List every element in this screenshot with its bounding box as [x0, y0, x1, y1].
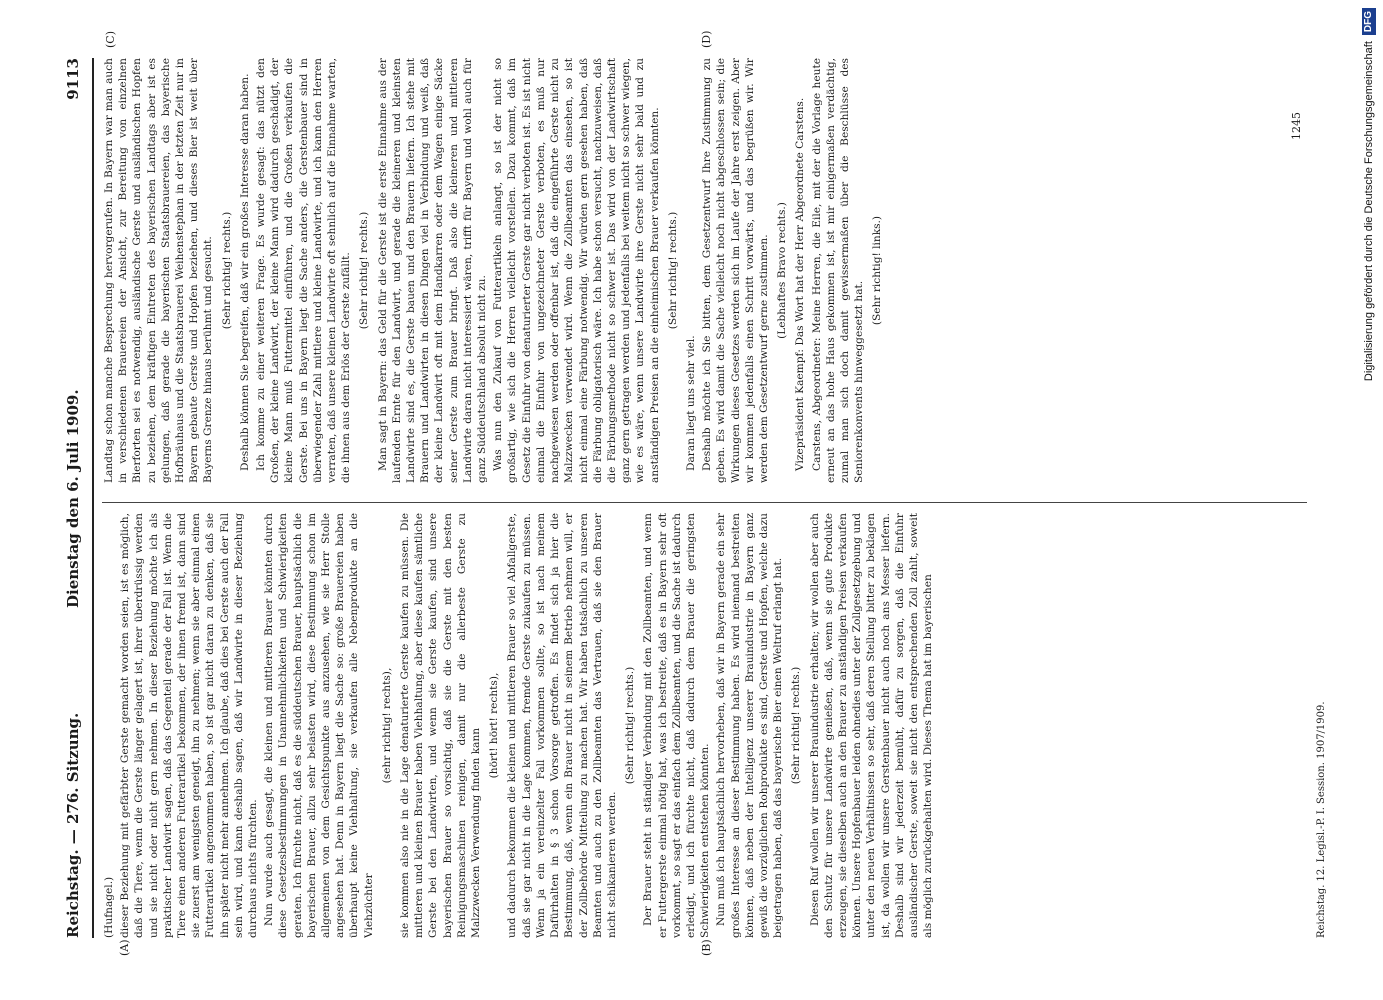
interjection: (Lebhaftes Bravo rechts.): [776, 202, 789, 339]
interjection: (sehr richtig! rechts),: [380, 667, 393, 784]
interjection: (hört! hört! rechts),: [488, 672, 501, 779]
paragraph: Deshalb möchte ich Sie bitten, dem Gesetzentwurf Ihre Zustimmung zu geben. Es wird damit die Sache vielleicht noch nicht abgeschlossen sein; die Wirkungen dieses Gesetzes werden sich im Laufe der Jahre erst zeigen. Aber wir kommen jedenfalls einen Schritt vorwärts, und das begrüßen wir. Wir werden dem Gesetzentwurf gerne zustimmen.: [701, 58, 770, 483]
paragraph: Nun muß ich hauptsächlich hervorheben, daß wir in Bayern gerade ein sehr großes Interesse an dieser Bestimmung haben. Es wird niemand bestreiten können, daß neben der Intelligenz unserer Brauindustrie in Bayern ganz gewiß die vorzüglichen Rohprodukte es sind, Gerste und Hopfen, welche dazu beigetragen haben, daß das bayerische Bier einen Weltruf erlangt hat.: [715, 513, 785, 938]
paragraph: dieser Beziehung mit gefärbter Gerste gemacht worden seien, ist es möglich, daß die Tiere, wenn die Gerste länger gelagert ist, ihrer überdrüssig werden und sie nicht oder nicht gern nehmen. In dieser Beziehung möchte ich als praktischer Landwirt sagen, daß das Gegenteil gerade der Fall ist. Wenn die Tiere einen anderen Futterartikel bekommen, der ihnen fremd ist, dann sind sie zuerst am wenigsten geneigt, ihn zu nehmen; wenn sie aber einmal einen Futterartikel angenommen haben, so ist gar nicht daran zu denken, daß sie ihn später nicht mehr annehmen. Ich glaube, daß dies bei Gerste auch der Fall sein wird, und kann deshalb sagen, daß wir Landwirte in dieser Beziehung durchaus nichts fürchten.: [119, 513, 260, 938]
header-page-number: 9113: [64, 58, 82, 100]
digitization-credit: [1360, 8, 1378, 992]
left-text-column: [102, 513, 1312, 938]
header-rule: [92, 58, 94, 938]
paragraph: Ich komme zu einer weiteren Frage. Es wurde gesagt: das nützt den Großen, der kleine Landwirt, der kleine Mann wird dadurch geschädigt, der kleine Mann muß Futtermittel einführen, und die Großen verkaufen die Gerste. Bei uns in Bayern liegt die Sache anders, die Gerstenbauer sind in überwiegender Zahl mittlere und kleine Landwirte, und ich kann den Herren verraten, daß unsere kleinen Landwirte oft sehnlich auf die Einnahme warten, die ihnen aus dem Erlös der Gerste zufällt.: [255, 58, 353, 483]
paragraph: Der Brauer steht in ständiger Verbindung mit den Zollbeamten, und wenn er Futtergerste einmal nötig hat, was ich bestreite, daß es in Bayern sehr oft vorkommt, so sagt er das einfach dem Zollbeamten, und die Sache ist dadurch erledigt, und ich fürchte nicht, daß dadurch dem Brauer die geringsten Schwierigkeiten entstehen könnten.: [642, 513, 712, 938]
paragraph: sie kommen also nie in die Lage denaturierte Gerste kaufen zu müssen. Die mittleren und kleinen Brauer haben Viehhaltung, aber diese kaufen sämtliche Gerste bei den Landwirten, und wenn sie Gerste kaufen, sind unsere bayerischen Brauer so vorsichtig, daß sie die Gerste mit den besten Reinigungsmaschinen reinigen, damit nur die allerbeste Gerste zu Malzzwecken Verwendung finden kann: [399, 513, 483, 938]
paragraph: und dadurch bekommen die kleinen und mittleren Brauer so viel Abfallgerste, daß sie gar nicht in die Lage kommen, fremde Gerste zukaufen zu müssen. Wenn ja ein vereinzelter Fall vorkommen sollte, so ist nach meinem Dafürhalten in § 3 schon Vorsorge getroffen. Es findet sich ja hier die Bestimmung, daß, wenn ein Brauer nicht in seinem Betrieb nehmen will, er der Zollbehörde Mitteilung zu machen hat. Wir haben tatsächlich zu unseren Beamten und auch zu den Zollbeamten das Vertrauen, daß sie den Brauer nicht schikanieren werden.: [506, 513, 618, 938]
paragraph: Landtag schon manche Besprechung hervorgerufen. In Bayern war man auch in verschiedenen Brauereien der Ansicht, zur Bereitung von einzelnen Bierforten sei es notwendig, ausländische Gerste und ausländischen Hopfen zu beziehen, dem kräftigen Eintreten des bayerischen Landtags aber ist es gelungen, daß gerade die bayerischen Staatsbrauereien, das bayerische Hofbräuhaus und die Staatsbrauerei Weihenstephan in der letzten Zeit nur in Bayern gebaute Gerste und Hopfen beziehen, und dieses Bier ist weit über Bayerns Grenze hinaus berühmt und gesucht.: [103, 58, 215, 483]
paragraph: Deshalb können Sie begreifen, daß wir ein großes Interesse daran haben.: [238, 73, 251, 471]
page-header: [64, 58, 90, 938]
interjection: (Sehr richtig! rechts.): [790, 666, 803, 785]
paragraph: Vizepräsident Kaempf: Das Wort hat der Herr Abgeordnete Carstens.: [794, 97, 807, 471]
margin-mark-c: (C): [104, 31, 117, 48]
dfg-logo: DFG: [1362, 8, 1376, 35]
paragraph: Daran liegt uns sehr viel.: [684, 335, 697, 471]
paragraph: Diesen Ruf wollen wir unserer Brauindustrie erhalten; wir wollen aber auch den Schutz für unsere Landwirte genießen, daß, wenn sie gute Produkte erzeugen, sie dieselben auch an den Brauer zu anständigen Preisen verkaufen können. Unsere Hopfenbauer leiden ohnedies unter der Zollgesetzgebung und unter den neuen Verhältnissen so sehr, daß deren Stellung bitter zu beklagen ist, da wollen wir unsere Gerstenbauer nicht auch noch ans Messer liefern. Deshalb sind wir jederzeit bemüht, dafür zu sorgen, daß die Einfuhr ausländischer Gerste, soweit sie nicht den entsprechenden Zoll zahlt, soweit als möglich zurückgehalten wird. Dieses Thema hat im bayerischen: [808, 513, 935, 938]
interjection: (Sehr richtig! rechts.): [624, 666, 637, 785]
header-date: Dienstag den 6. Juli 1909.: [64, 389, 82, 608]
right-text-column: [102, 58, 1312, 483]
paragraph: Man sagt in Bayern: das Geld für die Gerste ist die erste Einnahme aus der laufenden Ernte für den Landwirt, und gerade die kleineren und kleinsten Landwirte sind es, die Gerste bauen und den Brauern liefern. Ich stehe mit Brauern und Landwirten in diesen Dingen viel in Verbindung und weiß, daß der kleine Landwirt oft mit dem Handkarren oder dem Wagen einige Säcke seiner Gerste zum Brauer bringt. Daß also die kleineren und mittleren Landwirte daran nicht interessiert wären, trifft für Bayern und wohl auch für ganz Süddeutschland absolut nicht zu.: [376, 58, 489, 483]
footer-signature-number: 1245: [1290, 112, 1303, 140]
column-divider: [102, 502, 1307, 503]
footer-session-info: Reichstag. 12. Legisl.-P. I. Session. 1907/1909.: [1316, 701, 1327, 938]
credit-text: Digitalisierung gefördert durch die Deutsche Forschungsgemeinschaft: [1363, 41, 1375, 382]
interjection: (Sehr richtig! links.): [871, 215, 884, 326]
header-session: Reichstag. — 276. Sitzung.: [64, 712, 82, 938]
speaker-name: (Hufnagel.): [103, 876, 115, 938]
paragraph: Nun wurde auch gesagt, die kleinen und mittleren Brauer könnten durch diese Gesetzesbestimmungen in Unannehmlichkeiten und Schwierigkeiten geraten. Ich fürchte nicht, daß es die süddeutschen Brauer, hauptsächlich die bayerischen Brauer, allzu sehr belasten wird, diese Bestimmung schon im allgemeinen von dem Gesichtspunkte aus anzusehen, wie sie Herr Stolle angesehen hat. Denn in Bayern liegt die Sache so: große Brauereien haben überhaupt keine Viehhaltung, sie verkaufen alle Nebenprodukte an die Viehzüchter: [263, 513, 375, 938]
interjection: (Sehr richtig! rechts.): [220, 211, 233, 330]
margin-mark-b: (B): [700, 939, 713, 956]
interjection: (Sehr richtig! rechts.): [666, 211, 679, 330]
paragraph: Was nun den Zukauf von Futterartikeln anlangt, so ist der nicht so großartig, wie sich die Herren vielleicht vorstellen. Dazu kommt, daß im Gesetz die Einfuhr von denaturierter Gerste gar nicht verboten ist. Es ist nicht einmal die Einfuhr von ungezeichneter Gerste verboten, es muß nur nachgewiesen werden oder offenbar ist, daß die eingeführte Gerste nicht zu Malzzwecken verwendet wird. Wenn die Zollbeamten das einsehen, so ist nicht einmal eine Färbung notwendig. Wir würden gern gesehen haben, daß die Färbung obligatorisch wäre. Ich habe schon versucht, nachzuweisen, daß die Färbungsmethode nicht so schwer ist. Das wird von der Landwirtschaft ganz gern getragen werden und jedenfalls bei weitem nicht so schwer wiegen, wie es wäre, wenn unsere Landwirte ihre Gerste nicht sehr bald und zu anständigen Preisen an die einheimischen Brauer verkaufen könnten.: [492, 58, 661, 483]
paragraph: Carstens, Abgeordneter: Meine Herren, die Eile, mit der die Vorlage heute erneut an das hohe Haus gekommen ist, ist mir einigermaßen verdächtig, zumal man sich doch damit gewissermaßen über die Beschlüsse des Seniorenkonvents hinweggesetzt hat.: [810, 58, 866, 483]
margin-mark-a: (A): [118, 939, 131, 956]
margin-mark-d: (D): [700, 30, 713, 48]
interjection: (Sehr richtig! rechts.): [358, 211, 371, 330]
